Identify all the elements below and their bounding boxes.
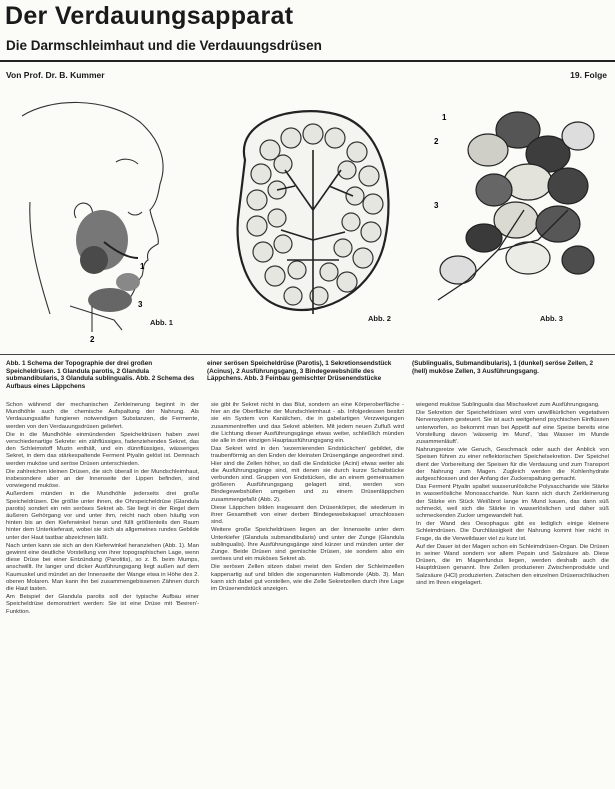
header-rule — [0, 60, 615, 62]
figure-3-label: Abb. 3 — [540, 314, 563, 323]
paragraph: In der Wand des Oesophagus gibt es lediglich einige kleinere Schleimdrüsen. Die Durchlässigkeit der Nahrung kommt hier nicht in Frage, da die Verweildauer viel zu kurz ist. — [416, 521, 609, 542]
article-subtitle: Die Darmschleimhaut und die Verdauungsdrüsen — [6, 38, 322, 53]
figure-3-endpieces-illustration — [428, 90, 608, 310]
paragraph: Am Beispiel der Glandula parotis soll der typische Aufbau einer Speicheldrüse demonstriert werden: Sie ist eine Drüse mit 'Beeren'-Funktion. — [6, 594, 199, 615]
paragraph: Die in die Mundhöhle einmündenden Speicheldrüsen haben zwei verschiedenartige Sekrete: ein zähflüssiges, fadenziehendes Sekret, das den Schleimstoff Muzin enthält, und ein dünnflüssiges, wässeriges Sekret, in dem das stärkespaltende Ferment Ptyalin gelöst ist. Demnach werden muköse und seröse Drüsen unterschieden. — [6, 431, 199, 467]
fig3-marker-1: 1 — [442, 113, 447, 122]
paragraph: Diese Läppchen bilden insgesamt den Drüsenkörper, die wiederum in ihrer Gesamtheit von einer derben Bindegewebskapsel umschlossen sind. — [211, 504, 404, 526]
paragraph: Das Sekret wird in den 'sezernierenden Endstückchen' gebildet, die traubenförmig an den Enden der kleinsten Drüsengänge angeordnet sind. Hier sind die Zellen höher, so daß die Endstücke (Acini) etwas weiter als die Ausführungsgänge sind, mit denen sie durch kurze Schaltstücke verbunden sind. Gruppen von Endstücken, die an einem gemeinsamen größeren Ausführungsgang gelagert sind, werden von Bindegewebshüllen umgeben und zu einem Drüsenläppchen zusammengefaßt (Abb. 2). — [211, 446, 404, 503]
fig1-marker-3: 3 — [138, 300, 143, 309]
paragraph: Die serösen Zellen sitzen dabei meist den Enden der Schleimzellen kappenartig auf und bilden die sogenannten Halbmonde (Abb. 3). Man kann sich dabei gut vorstellen, wie die Zelle Sekretzellen durch ihre Lage im Drüsenendstück anzeigen. — [211, 564, 404, 593]
fig3-marker-3: 3 — [434, 201, 439, 210]
article-title: Der Verdauungsapparat — [5, 2, 294, 30]
figure-1-label: Abb. 1 — [150, 318, 173, 327]
figure-2-lobule-illustration — [225, 100, 400, 325]
body-column-3 — [416, 402, 609, 789]
figure-2-label: Abb. 2 — [368, 314, 391, 323]
paragraph: Nach unten kann sie sich an den Kieferwinkel heranziehen (Abb. 1). Man gewinnt eine deutliche Vorstellung von ihrer topographischen Lage, wenn diese Drüse bei einer Entzündung (Parotitis), so z. B. beim Mumps, anschwillt. Ihr langer und dicker Ausführungsgang liegt außen auf dem Kaumuskel und mündet an der Innenseite der Wange etwa in Höhe des 2. oberen Molaren. Man kann ihn bei zusammengebissenen Zähnen durch die Haut tasten. — [6, 542, 199, 593]
paragraph: Auf der Dauer ist der Magen schon ein Schleimdrüsen-Organ. Die Drüsen in seiner Wand sondern vor allem Pepsin und Salzsäure ab. Diese Drüsen, die im Magenfundus liegen, werden deshalb auch die Hauptdrüsen genannt. Ihre Zellen produzieren Zwischenprodukte und Salzsäure (HCl) produzierten. Zwischen den einzelnen Drüsenschläuchen sind im Ihren eingelagert. — [416, 543, 609, 586]
paragraph: Weitere große Speicheldrüsen liegen an der Innenseite unter dem Unterkiefer (Glandula submandibularis) und unter der Zunge (Glandula sublingualis). Ihre Ausführungsgänge sind kürzer und münden unter der Zunge. Beide Drüsen sind gemischte Drüsen, sie sondern also ein seröses und ein muköses Sekret ab. — [211, 527, 404, 563]
paragraph: Das Ferment Ptyalin spaltet wasserunlösliche Polysaccharide wie Stärke in wasserlösliche Monosaccharide. Nun kann sich durch Zerkleinerung der Stärke ein Stück Weißbrot lange im Mund kauen, das dann süß schmeckt, weil sich die Stärke in wasserlöslichen und daher süß schmeckenden Zucker umgewandelt hat. — [416, 484, 609, 520]
body-column-1 — [6, 402, 199, 789]
caption-column-2: einer serösen Speicheldrüse (Parotis), 1 Sekretionsendstück (Acinus), 2 Ausführungsgang, 3 Bindegewebshülle des Läppchens. Abb. 3 Feinbau gemischter Drüsenendstücke — [207, 360, 392, 383]
fig1-marker-2: 2 — [90, 335, 95, 344]
paragraph: Die Sekretion der Speicheldrüsen wird vom unwillkürlichen vegetativen Nervensystem gesteuert. Sie ist auch weitgehend psychischen Einflüssen unterworfen, so bekommt man bei Appetit auf eine Speise bereits eine Vorstellung davon 'wässerig im Mund', 'das Wasser im Munde zusammenläuft'. — [416, 410, 609, 446]
fig3-marker-2: 2 — [434, 137, 439, 146]
article-body — [6, 402, 609, 789]
paragraph: wiegend muköse Sublingualis das Mischsekret zum Ausführungsgang. — [416, 402, 600, 408]
author-line: Von Prof. Dr. B. Kummer — [6, 70, 105, 80]
paragraph: sie gibt ihr Sekret nicht in das Blut, sondern an eine Körperoberfläche - hier an die Oberfläche der Mundschleimhaut - ab. Infolgedessen besitzt sie ein System von Kanälchen, die in gabelartigen Verzweigungen zusammentreffen und das Sekret ableiten. Mit jedem neuen Zufluß wird die Lichtung dieser Ausführungsgänge etwas weiter, schließlich münden sie alle in den einzigen Hauptausführungsgang ein. — [211, 402, 404, 445]
endpiece-clusters — [440, 112, 594, 284]
caption-column-3: (Sublingualis, Submandibularis), 1 (dunkel) seröse Zellen, 2 (hell) muköse Zellen, 3 Ausführungsgang. — [412, 360, 594, 375]
gland-clusters — [76, 210, 140, 332]
paragraph: Außerdem münden in die Mundhöhle jederseits drei große Speicheldrüsen. Die größte unter ihnen, die Ohrspeicheldrüse (Glandula parotis) sondert ein rein seröses Sekret ab. Sie liegt in der Regel dem äußeren Gehörgang vor und unter ihm, reicht nach oben häufig von hinten bis an den Kieferwinkel heran und füllt größtenteils den Raum hinter dem Unterkieferast, wobei sie sich als allgemeines rundes Gebilde unter der Haut tastbar abzeichnen läßt. — [6, 491, 199, 541]
paragraph: Schon während der mechanischen Zerkleinerung beginnt in der Mundhöhle auch die chemische Aufspaltung der Nahrung. Als Verdauungssäfte fungieren notwendigen Substanzen, die Fermente, werden von den Verdauungsdrüsen geliefert. — [6, 402, 199, 430]
fig1-marker-1: 1 — [140, 262, 145, 271]
caption-column-1: Abb. 1 Schema der Topographie der drei großen Speicheldrüsen. 1 Glandula parotis, 2 Glandula submandibularis, 3 Glandula sublingualis. Abb. 2 Schema des Aufbaus eines Läppchens — [6, 360, 195, 391]
figure-caption-rule — [0, 354, 615, 355]
series-number: 19. Folge — [570, 70, 607, 80]
paragraph: Die zahlreichen kleinen Drüsen, die sich überall in der Mundschleimhaut, insbesondere aber an der Innenseite der Lippen befinden, sind vorwiegend muköse. — [6, 468, 199, 490]
body-column-2 — [211, 402, 404, 789]
paragraph: Nahrungsreize wie Geruch, Geschmack oder auch der Anblick von Speisen führen zu einer reflektorischen Speichelsekretion. Der Speichel dient der Vorbereitung der Speisen für die Verdauung und zum Transport der Nahrung zum Magen. Zugleich werden die Kohlenhydrate aufgeschlossen und der Anfang der Zuckerspaltung gemacht. — [416, 447, 609, 483]
figure-1-head-illustration — [10, 92, 200, 354]
